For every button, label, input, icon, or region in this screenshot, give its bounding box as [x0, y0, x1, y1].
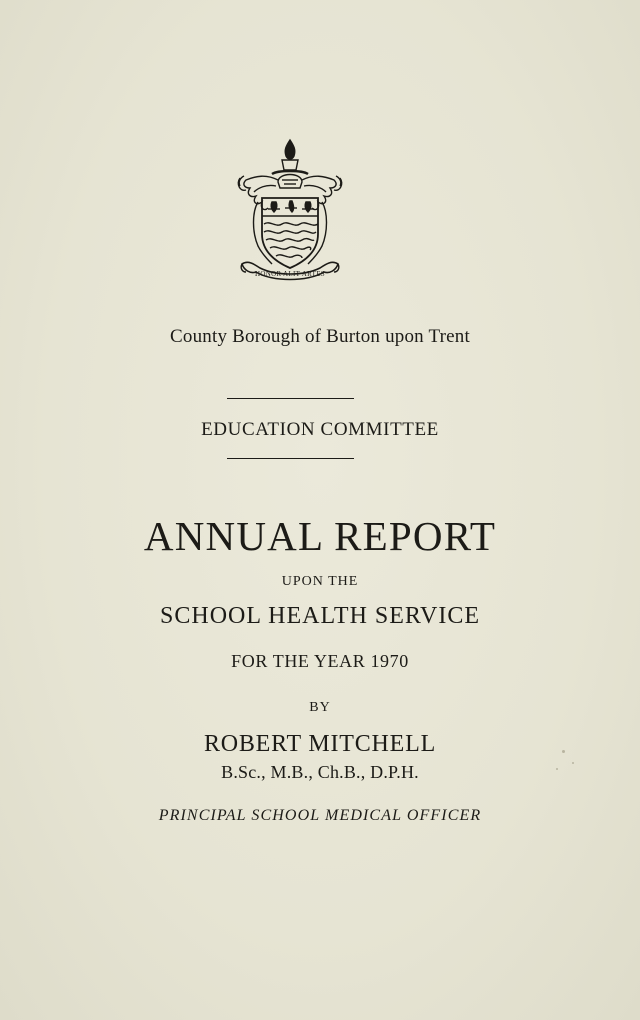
crest-motto: HONOR ALIT ARTES	[255, 270, 325, 278]
report-year: FOR THE YEAR 1970	[231, 651, 409, 671]
committee-name: EDUCATION COMMITTEE	[201, 419, 439, 440]
author-name: ROBERT MITCHELL	[203, 731, 437, 757]
divider-bottom	[227, 458, 354, 459]
report-subject: SCHOOL HEALTH SERVICE	[160, 603, 480, 629]
report-title: ANNUAL REPORT	[143, 513, 497, 559]
divider-top	[227, 398, 354, 399]
author-role: PRINCIPAL SCHOOL MEDICAL OFFICER	[158, 807, 482, 824]
coat-of-arms-icon	[232, 136, 348, 286]
report-by: BY	[309, 700, 331, 715]
bleed-through-text	[250, 108, 256, 134]
author-qualifications: B.Sc., M.B., Ch.B., D.P.H.	[221, 762, 419, 782]
report-upon: UPON THE	[281, 574, 359, 589]
borough-name: County Borough of Burton upon Trent	[170, 326, 470, 347]
